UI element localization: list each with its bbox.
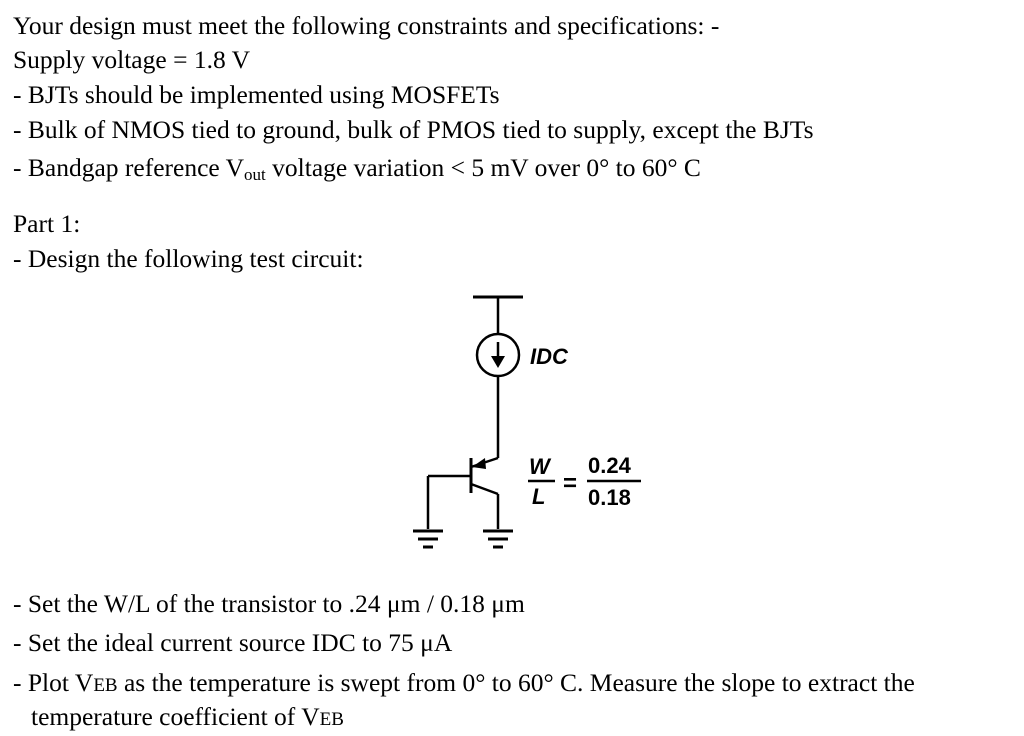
task-plot [13,668,915,701]
ground-icon [483,531,513,547]
ratio-numerator: 0.24 [588,453,631,478]
ratio-equals: = [563,470,578,497]
ratio-w: W [529,454,550,479]
collector-lead [471,484,498,494]
task-plot-continuation [31,702,344,735]
task-set-idc: - Set the ideal current source IDC to 75 μA [13,628,453,657]
supply-voltage-line: Supply voltage = 1.8 V [13,45,251,74]
intro-line: Your design must meet the following constraints and specifications: - [13,11,720,40]
idc-label: IDC [530,344,568,369]
plot-subscript: EB [93,675,118,696]
bandgap-text-post: voltage variation < 5 mV over 0° to 60° C [265,153,701,182]
bandgap-subscript: out [244,165,266,184]
ratio-denominator: 0.18 [588,485,631,510]
ground-icon [413,531,443,547]
bandgap-text-pre: - Bandgap reference V [13,153,245,182]
plot-cont-text: temperature coefficient of V [31,702,320,731]
part1-heading: Part 1: [13,209,81,238]
plot-text-pre: - Plot V [13,668,94,697]
ratio-l: L [532,484,546,509]
current-arrow-head [491,356,505,368]
plot-text-post: as the temperature is swept from 0° to 60° C. Measure the slope to extract the [117,668,915,697]
bjt-constraint: - BJTs should be implemented using MOSFETs [13,80,500,109]
emitter-arrow-icon [472,458,486,469]
bulk-constraint: - Bulk of NMOS tied to ground, bulk of PMOS tied to supply, except the BJTs [13,115,814,144]
design-line: - Design the following test circuit: [13,244,364,273]
task-set-wl: - Set the W/L of the transistor to .24 μm / 0.18 μm [13,589,525,618]
plot-cont-subscript: EB [319,709,344,730]
